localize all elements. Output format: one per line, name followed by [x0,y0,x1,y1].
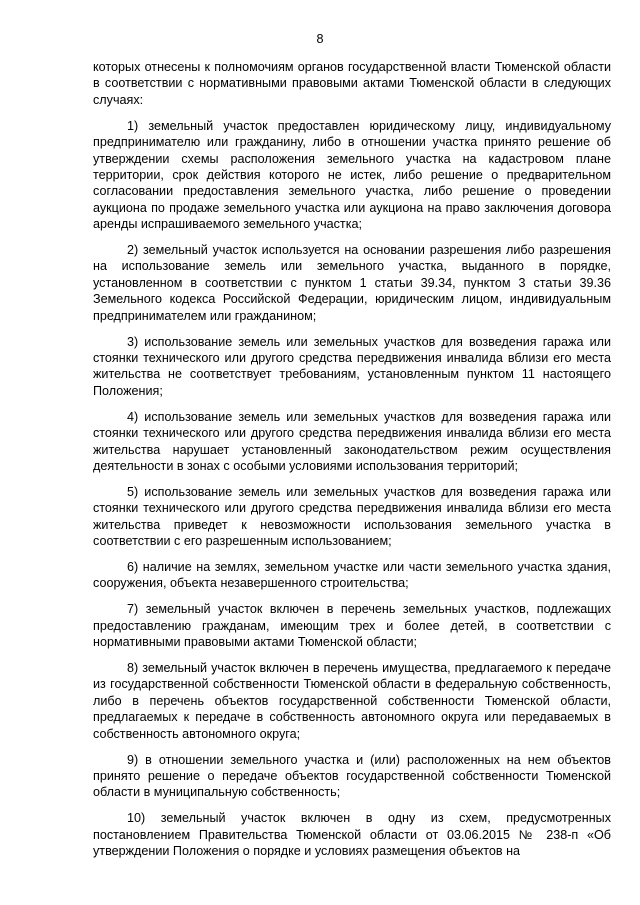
list-item-10: 10) земельный участок включен в одну из схем, предусмотренных постановлением Правительства Тюменской области от 03.06.2015 № 238-п «Об утверждении Положения о порядке и условиях размещения объектов на [93,811,611,859]
list-item-8: 8) земельный участок включен в перечень имущества, предлагаемого к передаче из государственной собственности Тюменской области в федеральную собственность, либо в перечень объектов государственной собственности Тюменской области, предлагаемых к передаче в собственность автономного округа или передаваемых в собственность автономного округа; [93,661,611,741]
list-item-9: 9) в отношении земельного участка и (или) расположенных на нем объектов принято решение о передаче объектов государственной собственности Тюменской области в муниципальную собственность; [93,752,611,800]
list-item-1: 1) земельный участок предоставлен юридическому лицу, индивидуальному предпринимателю или гражданину, либо в отношении участка принято решение об утверждении схемы расположения земельного участка на кадастровом плане территории, срок действия которого не истек, либо решение о предварительном согласовании предоставления земельного участка, либо решение о проведении аукциона по продаже земельного участка или аукциона на право заключения договора аренды испрашиваемого земельного участка; [93,118,611,232]
list-item-2: 2) земельный участок используется на основании разрешения либо разрешения на использование земель или земельного участка, выданного в порядке, установленном в соответствии с пунктом 1 статьи 39.34, пунктом 3 статьи 39.36 Земельного кодекса Российской Федерации, юридическим лицом, индивидуальным предпринимателем или гражданином; [93,243,611,323]
list-item-5: 5) использование земель или земельных участков для возведения гаража или стоянки технического или другого средства передвижения инвалида вблизи его места жительства приведет к невозможности использования земельного участка в соответствии с его разрешенным использованием; [93,484,611,549]
intro-paragraph: которых отнесены к полномочиям органов государственной власти Тюменской области в соответствии с нормативными правовыми актами Тюменской области в следующих случаях: [93,60,611,107]
page-number: 8 [316,32,324,46]
list-item-6: 6) наличие на землях, земельном участке или части земельного участка здания, сооружения, объекта незавершенного строительства; [93,559,611,591]
list-item-4: 4) использование земель или земельных участков для возведения гаража или стоянки технического или другого средства передвижения инвалида вблизи его места жительства нарушает установленный законодательством режим осуществления деятельности в зонах с особыми условиями использования территорий; [93,409,611,473]
list-item-7: 7) земельный участок включен в перечень земельных участков, подлежащих предоставлению гражданам, имеющим трех и более детей, в соответствии с нормативными правовыми актами Тюменской области; [93,602,611,650]
document-body [93,59,611,869]
list-item-3: 3) использование земель или земельных участков для возведения гаража или стоянки технического или другого средства передвижения инвалида вблизи его места жительства не соответствует требованиям, установленным пунктом 11 настоящего Положения; [93,334,611,398]
